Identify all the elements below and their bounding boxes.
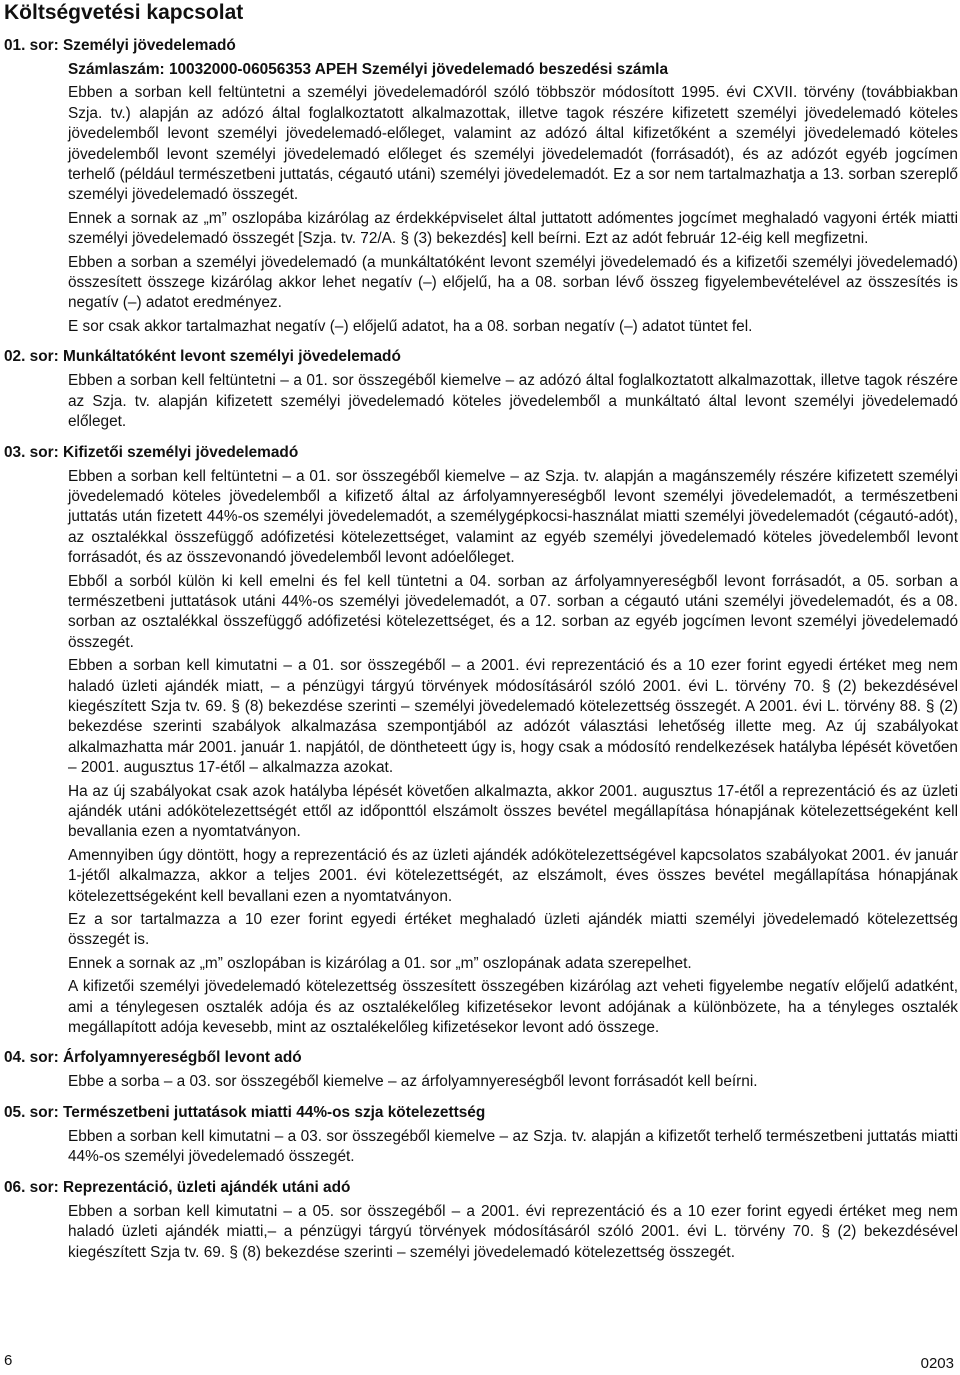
paragraph: Ebben a sorban a személyi jövedelemadó (a munkáltatóként levont személyi jövedelemadó és a kifizetői személyi jövedelemadó) összesített összege kizárólag akkor lehet negatív (–) előjelű, ha a 08. sorban lévő összeg figyelembevételével az összesítés is negatív (–) adatot eredményez. <box>68 253 958 312</box>
paragraph: Ez a sor tartalmazza a 10 ezer forint egyedi értéket meghaladó üzleti ajándék miatti személyi jövedelemadó kötelezettség összegét is. <box>68 911 958 949</box>
paragraph: Ebben a sorban kell feltüntetni – a 01. sor összegéből kiemelve – az Szja. tv. alapján a magánszemély részére kifizetett személyi jövedelemadó köteles jövedelemből a kifizető által az árfolyamnyereségből levont személyi jövedelemadót, a természetbeni juttatás után fizetett 44%-os személyi jövedelemadót, a személygépkocsi-használat miatti személyi jövedelemadót (cégautó-adót), az osztalékkal összefüggő adófizetési kötelezettséget, valamint az egyéb személyi jövedelemadó köteles jövedelemből levont forrásadót, és az összevonandó jövedelemből levont adóelőleget. <box>68 467 958 567</box>
row-heading: 01. sor: Személyi jövedelemadó <box>4 37 236 54</box>
paragraph: Ebben a sorban kell kimutatni – a 03. sor összegéből kiemelve – az Szja. tv. alapján a kifizetőt terhelő természetbeni juttatás miatti 44%-os személyi jövedelemadó összegét. <box>68 1127 958 1166</box>
row-section <box>4 1178 958 1263</box>
document-body <box>4 36 958 1273</box>
account-number-line: Számlaszám: 10032000-06056353 APEH Személyi jövedelemadó beszedési számla <box>68 61 669 78</box>
row-section <box>4 1048 958 1092</box>
page-number: 6 <box>4 1352 13 1369</box>
paragraph: Ebben a sorban kell feltüntetni a személyi jövedelemadóról szóló többször módosított 1995. évi CXVII. törvény (továbbiakban Szja. tv.) alapján az adózó által foglalkoztatott alkalmazottak, illetve tagok részére kifizetett személyi jövedelemadó köteles jövedelemből levont személyi jövedelemadó-előleget, valamint az adózó által kifizetőként a személyi jövedelemadó köteles jövedelemből levont személyi jövedelemadó előleget és személyi jövedelemadót (forrásadót), és az adózót egyéb jogcímen terhelő (például természetbeni juttatás, cégautó utáni) személyi jövedelemadót. Ez a sor nem tartalmazhatja a 13. sorban szereplő személyi jövedelemadó összegét. <box>68 84 958 204</box>
paragraph: Ennek a sornak az „m” oszlopában is kizárólag a 01. sor „m” oszlopának adata szerepelhet. <box>68 954 692 972</box>
row-heading: 03. sor: Kifizetői személyi jövedelemadó <box>4 443 299 461</box>
paragraph: E sor csak akkor tartalmazhat negatív (–) előjelű adatot, ha a 08. sorban negatív (–) adatot tüntet fel. <box>68 317 753 335</box>
row-heading: 02. sor: Munkáltatóként levont személyi jövedelemadó <box>4 348 401 366</box>
paragraph: Ennek a sornak az „m” oszlopába kizárólag az érdekképviselet által juttatott adómentes jogcímet meghaladó vagyoni érték miatti személyi jövedelemadó összegét [Szja. tv. 72/A. § (3) bekezdés] kell beírni. Ezt az adót február 12-éig kell megfizetni. <box>68 209 958 248</box>
paragraph: Ha az új szabályokat csak azok hatályba lépését követően alkalmazta, akkor 2001. augusztus 17-étől a reprezentáció és az üzleti ajándék utáni adókötelezettségét ettől az időponttól elszámolt összes bevétel megállapítása hónapjának kötelezettségeként kell bevallania ezen a nyomtatványon. <box>68 782 958 841</box>
row-section <box>4 347 958 432</box>
paragraph: Ebben a sorban kell feltüntetni – a 01. sor összegéből kiemelve – az adózó által foglalkoztatott alkalmazottak, illetve tagok részére az Szja. tv. alapján kifizetett személyi jövedelemadó köteles jövedelemből a munkáltató által levont személyi jövedelemadó előleget. <box>68 372 958 431</box>
paragraph: Amennyiben úgy döntött, hogy a reprezentáció és az üzleti ajándék adókötelezettségével kapcsolatos szabályokat 2001. év január 1-jétől alkalmazza, akkor a teljes 2001. évi kötelezettségét, az elszámolt, éves összes bevétel megállapítása hónapjának kötelezettségeként kell bevallani ezen a nyomtatványon. <box>68 846 958 905</box>
paragraph: Ebből a sorból külön ki kell emelni és fel kell tüntetni a 04. sorban az árfolyamnyereségből levont forrásadót, a 05. sorban a természetbeni juttatások utáni 44%-os személyi jövedelemadót, a 07. sorban a cégautó utáni személyi jövedelemadót, és a 08. sorban az osztalékkal összefüggő adófizetési kötelezettséget, és a 12. sorban az egyéb jogcímen levont személyi jövedelemadó összegét. <box>68 572 958 651</box>
form-code: 0203 <box>920 1355 954 1372</box>
paragraph: Ebben a sorban kell kimutatni – a 05. sor összegéből – a 2001. évi reprezentáció és a 10 ezer forint egyedi értéket meg nem haladó üzleti ajándék miatti,– a pénzügyi tárgyú törvények módosításáról szóló 2001. évi L. törvény 70. § (2) bekezdésével kiegészített Szja tv. 69. § (8) bekezdése szerinti – személyi jövedelemadó kötelezettség összegét. <box>68 1202 958 1261</box>
page-title: Költségvetési kapcsolat <box>4 1 244 24</box>
paragraph: Ebbe a sorba – a 03. sor összegéből kiemelve – az árfolyamnyereségből levont forrásadót kell beírni. <box>68 1073 758 1091</box>
paragraph: Ebben a sorban kell kimutatni – a 01. sor összegéből – a 2001. évi reprezentáció és a 10 ezer forint egyedi értéket meg nem haladó üzleti ajándék miatt, – a pénzügyi tárgyú törvények módosításáról szóló 2001. évi L. törvény 70. § (2) bekezdésével kiegészített Szja tv. 69. § (8) bekezdése szerinti – személyi jövedelemadó kötelezettség összegét. A 2001. évi L. törvény 88. § (2) bekezdése szerinti szabályok alkalmazása szempontjából az adózót választási lehetőség illette meg. Az új szabályokat alkalmazhatta már 2001. január 1. napjától, de döntheteett úgy is, hogy csak a módosító rendelkezések hatályba lépését követően – 2001. augusztus 17-étől – alkalmazza azokat. <box>68 657 958 777</box>
row-section <box>4 1103 958 1168</box>
row-heading: 04. sor: Árfolyamnyereségből levont adó <box>4 1049 302 1067</box>
row-heading: 06. sor: Reprezentáció, üzleti ajándék utáni adó <box>4 1178 351 1196</box>
paragraph: A kifizetői személyi jövedelemadó kötelezettség összesített összegében kizárólag azt veheti figyelembe negatív előjelű adatként, ami a ténylegesen osztalék adója és az osztalékelőleg kifizetésekor levont adójának a különbözete, ha a tényleges osztalék megállapított adója kevesebb, mint az osztalékelőleg kifizetésekor levont adó összege. <box>68 978 958 1037</box>
row-heading: 05. sor: Természetbeni juttatások miatti 44%-os szja kötelezettség <box>4 1103 486 1121</box>
row-section <box>4 36 958 337</box>
row-section <box>4 443 958 1039</box>
